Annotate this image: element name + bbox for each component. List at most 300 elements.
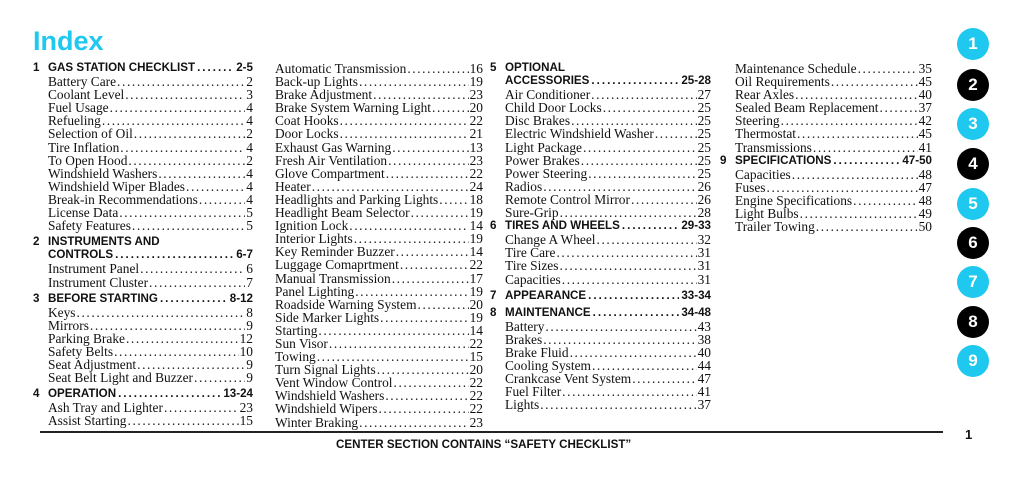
entry-page: 27 — [697, 87, 711, 103]
index-entry[interactable] — [260, 297, 483, 310]
entry-page: 43 — [697, 318, 711, 334]
entry-page: 6 — [246, 261, 253, 277]
entry-page: 37 — [918, 100, 932, 116]
dot-leader — [792, 167, 918, 180]
index-entry[interactable] — [33, 205, 253, 221]
section-number: 2 — [33, 235, 40, 249]
entry-label: Side Marker Lights — [275, 309, 380, 325]
entry-page: 9 — [246, 357, 253, 373]
index-entry[interactable] — [33, 100, 253, 116]
entry-label: Crankcase Vent System — [505, 371, 632, 387]
entry-label: Sure-Grip — [505, 205, 559, 221]
entry-page: 9 — [246, 317, 253, 333]
index-entry[interactable] — [490, 166, 711, 179]
index-entry[interactable] — [720, 74, 932, 90]
entry-label: Fuel Usage — [48, 100, 109, 116]
dot-leader — [543, 179, 696, 192]
entry-page: 49 — [918, 206, 932, 222]
entry-page: 2 — [246, 74, 253, 90]
entry-label: Tire Care — [505, 245, 556, 261]
section-title: INSTRUMENTS AND — [48, 235, 160, 249]
entry-page: 7 — [246, 274, 253, 290]
entry-label: Windshield Washers — [48, 165, 158, 181]
dot-leader — [631, 192, 697, 205]
entry-page: 19 — [469, 205, 483, 221]
entry-label: Trailer Towing — [735, 219, 815, 235]
entry-page: 31 — [697, 271, 711, 287]
entry-page: 15 — [239, 413, 253, 429]
section-title: MAINTENANCE — [505, 305, 591, 319]
entry-label: Door Locks — [275, 126, 339, 142]
section-tab-1[interactable]: 1 — [957, 28, 989, 60]
entry-page: 21 — [469, 126, 483, 142]
dot-leader — [199, 192, 245, 205]
index-entry[interactable] — [260, 375, 483, 391]
dot-leader — [858, 61, 918, 74]
entry-page: 4 — [246, 139, 253, 155]
section-heading[interactable] — [490, 61, 711, 74]
entry-label: To Open Hood — [48, 152, 128, 168]
dot-leader — [581, 153, 697, 166]
entry-page: 23 — [469, 87, 483, 103]
entry-label: Selection of Oil — [48, 126, 133, 142]
section-pages: 33-34 — [681, 288, 711, 302]
entry-label: Remote Control Mirror — [505, 191, 630, 207]
entry-label: Luggage Comaprtment — [275, 257, 399, 273]
index-entry[interactable] — [720, 126, 932, 142]
section-tab-7[interactable]: 7 — [957, 266, 989, 298]
section-heading-continued[interactable] — [490, 74, 711, 87]
index-entry[interactable] — [33, 261, 253, 277]
entry-page: 4 — [246, 100, 253, 116]
dot-leader — [632, 371, 696, 384]
entry-label: Glove Compartment — [275, 165, 385, 181]
index-entry[interactable] — [33, 318, 253, 331]
section-heading[interactable] — [33, 235, 253, 248]
entry-page: 14 — [469, 322, 483, 338]
entry-page: 31 — [697, 258, 711, 274]
index-entry[interactable] — [260, 153, 483, 166]
section-title: OPTIONAL — [505, 61, 565, 74]
entry-label: Windshield Wiper Blades — [48, 178, 186, 194]
entry-label: Heater — [275, 178, 311, 194]
index-entry[interactable] — [490, 205, 711, 221]
dot-leader — [795, 87, 917, 100]
section-heading[interactable] — [33, 61, 253, 74]
dot-leader — [125, 87, 245, 100]
entry-label: Exhaust Gas Warning — [275, 139, 392, 155]
entry-label: Seat Belt Light and Buzzer — [48, 370, 194, 386]
section-number: 8 — [490, 305, 497, 319]
dot-leader — [126, 331, 239, 344]
entry-page: 22 — [469, 257, 483, 273]
index-entry[interactable] — [720, 140, 932, 153]
page-number: 1 — [965, 427, 973, 442]
dot-leader — [800, 206, 918, 219]
index-entry[interactable] — [490, 100, 711, 116]
index-entry[interactable] — [33, 126, 253, 142]
index-entry[interactable] — [33, 87, 253, 103]
entry-page: 19 — [469, 309, 483, 325]
entry-page: 22 — [469, 165, 483, 181]
index-entry[interactable] — [33, 275, 253, 288]
index-entry[interactable] — [490, 258, 711, 274]
index-entry[interactable] — [260, 388, 483, 404]
index-entry[interactable] — [260, 205, 483, 221]
entry-label: Safety Belts — [48, 343, 114, 359]
entry-label: Turn Signal Lights — [275, 362, 376, 378]
index-entry[interactable] — [33, 413, 253, 429]
entry-page: 25 — [697, 152, 711, 168]
section-tab-4[interactable]: 4 — [957, 148, 989, 180]
index-entry[interactable] — [33, 331, 253, 344]
index-entry[interactable] — [490, 345, 711, 358]
section-tab-8[interactable]: 8 — [957, 306, 989, 338]
entry-label: Lights — [505, 397, 540, 413]
entry-page: 4 — [246, 191, 253, 207]
section-heading[interactable] — [720, 154, 932, 167]
index-entry[interactable] — [490, 232, 711, 248]
index-entry[interactable] — [490, 384, 711, 400]
entry-page: 23 — [239, 400, 253, 416]
entry-label: Electric Windshield Washer — [505, 126, 654, 142]
section-title: TIRES AND WHEELS — [505, 219, 620, 233]
index-entry[interactable] — [260, 74, 483, 90]
index-column-3 — [490, 61, 711, 413]
entry-page: 20 — [469, 296, 483, 312]
index-entry[interactable] — [720, 219, 932, 235]
index-entry[interactable] — [260, 244, 483, 260]
dot-leader — [380, 310, 468, 323]
dot-leader — [571, 113, 697, 126]
entry-label: Brake System Warning Light — [275, 100, 431, 116]
entry-page: 16 — [469, 61, 483, 76]
section-pages: 25-28 — [681, 74, 711, 88]
section-heading-continued[interactable] — [33, 248, 253, 261]
index-entry[interactable] — [260, 166, 483, 179]
index-entry[interactable] — [720, 113, 932, 129]
entry-label: Battery Care — [48, 74, 117, 90]
entry-page: 48 — [918, 192, 932, 208]
dot-leader — [340, 113, 469, 126]
section-heading[interactable] — [490, 219, 711, 232]
dot-leader — [597, 232, 697, 245]
index-column-4 — [720, 61, 932, 235]
entry-page: 22 — [469, 401, 483, 417]
section-heading[interactable] — [490, 306, 711, 319]
dot-leader — [559, 258, 696, 271]
entry-label: Light Bulbs — [735, 206, 799, 222]
entry-label: Headlight Beam Selector — [275, 205, 410, 221]
entry-page: 14 — [469, 244, 483, 260]
entry-page: 47 — [918, 179, 932, 195]
entry-label: Towing — [275, 349, 316, 365]
dot-leader — [781, 113, 918, 126]
dot-leader — [831, 74, 918, 87]
index-entry[interactable] — [260, 284, 483, 297]
index-entry[interactable] — [260, 271, 483, 284]
entry-page: 28 — [697, 205, 711, 221]
index-entry[interactable] — [33, 305, 253, 318]
entry-label: Windshield Washers — [275, 388, 385, 404]
entry-label: Coolant Level — [48, 87, 125, 103]
section-number: 3 — [33, 291, 40, 305]
dot-leader — [570, 345, 697, 358]
entry-page: 37 — [697, 397, 711, 413]
section-number: 5 — [490, 61, 497, 74]
index-entry[interactable] — [720, 167, 932, 180]
section-heading[interactable] — [490, 289, 711, 302]
entry-label: Fresh Air Ventilation — [275, 152, 388, 168]
index-entry[interactable] — [260, 126, 483, 142]
entry-label: Transmissions — [735, 139, 812, 155]
dot-leader — [340, 126, 469, 139]
dot-leader — [128, 153, 245, 166]
index-entry[interactable] — [260, 257, 483, 273]
section-pages: 34-48 — [681, 305, 711, 319]
index-entry[interactable] — [33, 218, 253, 234]
dot-leader — [588, 166, 696, 179]
dot-leader — [407, 61, 468, 74]
dot-leader — [115, 248, 234, 261]
index-entry[interactable] — [490, 397, 711, 413]
index-entry[interactable] — [490, 126, 711, 142]
section-pages: 8-12 — [229, 291, 253, 305]
entry-label: Thermostat — [735, 126, 796, 142]
index-entry[interactable] — [33, 113, 253, 129]
index-entry[interactable] — [33, 192, 253, 205]
entry-label: Ash Tray and Lighter — [48, 400, 163, 416]
entry-page: 2 — [246, 126, 253, 142]
entry-label: Back-up Lights — [275, 74, 358, 90]
index-column-2 — [260, 61, 483, 428]
entry-page: 4 — [246, 178, 253, 194]
index-entry[interactable] — [33, 344, 253, 357]
divider — [40, 431, 943, 433]
index-entry[interactable] — [720, 100, 932, 116]
section-pages: 6-7 — [236, 248, 253, 262]
index-entry[interactable] — [260, 218, 483, 234]
entry-page: 25 — [697, 113, 711, 129]
entry-page: 23 — [469, 414, 483, 430]
entry-page: 2 — [246, 152, 253, 168]
index-entry[interactable] — [260, 231, 483, 247]
entry-page: 41 — [697, 384, 711, 400]
entry-page: 14 — [469, 218, 483, 234]
entry-page: 4 — [246, 113, 253, 129]
index-entry[interactable] — [33, 179, 253, 192]
entry-label: License Data — [48, 205, 119, 221]
index-entry[interactable] — [490, 272, 711, 285]
dot-leader — [603, 100, 697, 113]
dot-leader — [373, 87, 469, 100]
entry-label: Fuel Filter — [505, 384, 562, 400]
entry-page: 22 — [469, 113, 483, 129]
index-entry[interactable] — [490, 245, 711, 261]
section-heading[interactable] — [33, 387, 253, 400]
entry-page: 25 — [697, 165, 711, 181]
entry-page: 4 — [246, 165, 253, 181]
section-tab-2[interactable]: 2 — [957, 69, 989, 101]
entry-label: Rear Axles — [735, 87, 795, 103]
entry-label: Panel Lighting — [275, 283, 355, 299]
index-entry[interactable] — [260, 179, 483, 192]
index-entry[interactable] — [33, 140, 253, 153]
section-tab-3[interactable]: 3 — [957, 108, 989, 140]
index-entry[interactable] — [33, 74, 253, 90]
index-entry[interactable] — [490, 153, 711, 166]
dot-leader — [388, 153, 469, 166]
section-number: 6 — [490, 219, 497, 233]
index-entry[interactable] — [260, 61, 483, 74]
dot-leader — [186, 179, 245, 192]
index-entry[interactable] — [260, 336, 483, 349]
dot-leader — [562, 272, 697, 285]
dot-leader — [317, 349, 469, 362]
entry-label: Oil Requirements — [735, 74, 830, 90]
dot-leader — [134, 126, 246, 139]
section-tab-9[interactable]: 9 — [957, 345, 989, 377]
entry-page: 22 — [469, 335, 483, 351]
section-number: 4 — [33, 387, 40, 401]
entry-page: 19 — [469, 283, 483, 299]
index-entry[interactable] — [260, 100, 483, 116]
section-tab-5[interactable]: 5 — [957, 188, 989, 220]
index-entry[interactable] — [260, 401, 483, 417]
entry-page: 31 — [697, 245, 711, 261]
dot-leader — [833, 154, 900, 167]
entry-label: Mirrors — [48, 317, 89, 333]
index-entry[interactable] — [260, 113, 483, 129]
index-entry[interactable] — [720, 61, 932, 74]
index-entry[interactable] — [720, 180, 932, 193]
dot-leader — [411, 205, 469, 218]
dot-leader — [853, 193, 917, 206]
section-title: APPEARANCE — [505, 288, 587, 302]
section-title: OPERATION — [48, 387, 117, 401]
index-entry[interactable] — [33, 370, 253, 386]
index-entry[interactable] — [720, 193, 932, 206]
entry-label: Interior Lights — [275, 231, 353, 247]
dot-leader — [556, 245, 696, 258]
index-entry[interactable] — [490, 140, 711, 153]
index-entry[interactable] — [260, 362, 483, 378]
entry-label: Automatic Transmission — [275, 61, 407, 76]
entry-label: Power Brakes — [505, 152, 580, 168]
dot-leader — [545, 319, 696, 332]
index-entry[interactable] — [490, 332, 711, 345]
index-entry[interactable] — [720, 87, 932, 103]
entry-page: 15 — [469, 349, 483, 365]
section-number: 9 — [720, 153, 727, 167]
index-entry[interactable] — [260, 87, 483, 103]
dot-leader — [90, 318, 245, 331]
entry-label: Starting — [275, 322, 318, 338]
section-title-continued: ACCESSORIES — [505, 74, 590, 88]
section-pages: 29-33 — [681, 219, 711, 233]
index-entry[interactable] — [490, 87, 711, 103]
entry-page: 44 — [697, 358, 711, 374]
footer-note: CENTER SECTION CONTAINS “SAFETY CHECKLIST” — [336, 438, 632, 451]
entry-page: 41 — [918, 139, 932, 155]
section-heading[interactable] — [33, 292, 253, 305]
dot-leader — [591, 74, 679, 87]
entry-label: Coat Hooks — [275, 113, 339, 129]
dot-leader — [110, 100, 246, 113]
entry-page: 20 — [469, 100, 483, 116]
section-title-continued: CONTROLS — [48, 248, 114, 262]
index-entry[interactable] — [33, 400, 253, 416]
index-entry[interactable] — [260, 415, 483, 428]
index-entry[interactable] — [490, 358, 711, 374]
dot-leader — [813, 140, 918, 153]
dot-leader — [439, 192, 468, 205]
index-entry[interactable] — [260, 192, 483, 205]
index-entry[interactable] — [490, 179, 711, 192]
dot-leader — [329, 336, 469, 349]
entry-label: Parking Brake — [48, 330, 125, 346]
entry-page: 45 — [918, 126, 932, 142]
entry-label: Power Steering — [505, 165, 588, 181]
section-pages: 13-24 — [223, 387, 253, 401]
index-entry[interactable] — [260, 310, 483, 323]
index-column-1 — [33, 61, 253, 427]
index-entry[interactable] — [490, 113, 711, 129]
dot-leader — [593, 306, 680, 319]
index-entry[interactable] — [260, 140, 483, 153]
entry-label: Refueling — [48, 113, 101, 129]
dot-leader — [318, 323, 468, 336]
dot-leader — [194, 370, 245, 383]
section-number: 7 — [490, 288, 497, 302]
entry-label: Change A Wheel — [505, 232, 596, 248]
dot-leader — [432, 100, 469, 113]
entry-label: Brake Fluid — [505, 344, 569, 360]
dot-leader — [797, 126, 918, 139]
index-entry[interactable] — [33, 357, 253, 373]
dot-leader — [160, 292, 228, 305]
entry-label: Winter Braking — [275, 414, 359, 430]
entry-label: Tire Sizes — [505, 258, 559, 274]
entry-label: Disc Brakes — [505, 113, 571, 129]
entry-label: Break-in Recommendations — [48, 191, 198, 207]
entry-label: Cooling System — [505, 358, 591, 374]
index-entry[interactable] — [490, 192, 711, 205]
index-entry[interactable] — [490, 319, 711, 332]
dot-leader — [816, 219, 918, 232]
section-tab-6[interactable]: 6 — [957, 227, 989, 259]
entry-page: 12 — [239, 330, 253, 346]
entry-page: 45 — [918, 74, 932, 90]
dot-leader — [359, 74, 469, 87]
dot-leader — [158, 166, 245, 179]
index-entry[interactable] — [33, 153, 253, 166]
entry-label: Instrument Panel — [48, 261, 140, 277]
dot-leader — [197, 61, 234, 74]
index-entry[interactable] — [260, 349, 483, 365]
index-entry[interactable] — [490, 371, 711, 387]
index-entry[interactable] — [720, 206, 932, 222]
index-entry[interactable] — [260, 323, 483, 336]
entry-page: 25 — [697, 126, 711, 142]
index-entry[interactable] — [33, 166, 253, 179]
dot-leader — [394, 375, 469, 388]
page-title: Index — [33, 26, 104, 56]
dot-leader — [128, 413, 239, 426]
entry-page: 26 — [697, 191, 711, 207]
dot-leader — [540, 397, 696, 410]
section-number: 1 — [33, 61, 40, 74]
